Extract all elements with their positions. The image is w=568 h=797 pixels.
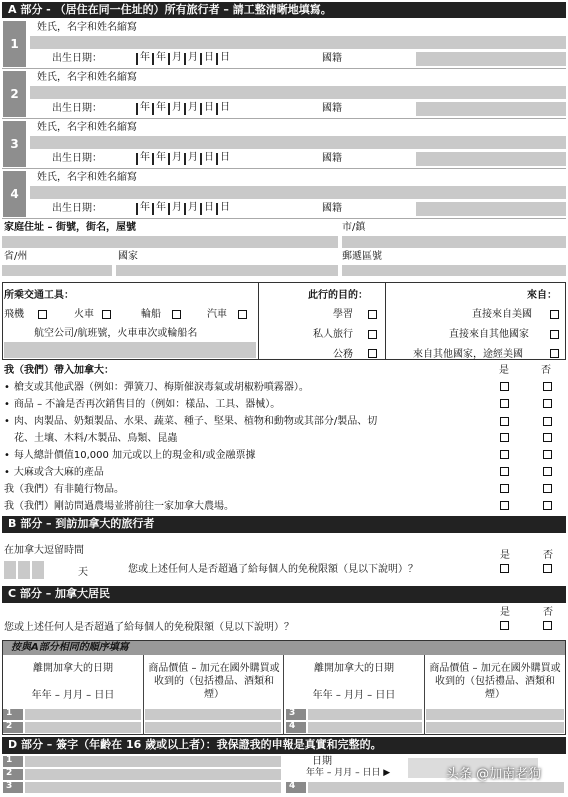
country-label: 國家 (118, 251, 138, 262)
postal-code-field[interactable] (342, 265, 566, 276)
traveler-divider (2, 118, 566, 119)
citizenship-field[interactable] (416, 152, 566, 166)
dob-cell[interactable]: 月 (184, 103, 198, 115)
stay-digit-3[interactable] (32, 561, 44, 579)
car-checkbox[interactable] (238, 310, 247, 319)
dob-cell[interactable]: 月 (168, 203, 182, 215)
d-signature-4[interactable] (308, 782, 564, 793)
from-other-checkbox[interactable] (550, 330, 559, 339)
item-farm: 我（我們）剛訪問過農場並將前往一家加拿大農場。 (4, 501, 234, 512)
citizenship-field[interactable] (416, 52, 566, 66)
food2-no-checkbox[interactable] (543, 433, 552, 442)
stay-digit-1[interactable] (4, 561, 16, 579)
section-b-header: B 部分 – 到訪加拿大的旅行者 (2, 516, 566, 533)
stay-length-label: 在加拿大逗留時間 (4, 545, 84, 556)
item-cannabis: • 大麻或含大麻的產品 (4, 468, 104, 478)
from-via-usa: 來自其他國家，途經美國 (413, 349, 523, 360)
home-address-field[interactable] (2, 236, 338, 248)
farm-yes-checkbox[interactable] (500, 501, 509, 510)
days-label: 天 (78, 567, 88, 578)
bringing-title: 我（我們）帶入加拿大： (4, 365, 114, 376)
d-date-format: 年年 – 月月 – 日日 ▶ (306, 768, 391, 778)
food-yes-checkbox[interactable] (500, 417, 509, 426)
c-row3-value-field[interactable] (426, 709, 564, 720)
citizenship-label: 國籍 (322, 203, 342, 214)
citizenship-label: 國籍 (322, 53, 342, 64)
personal-checkbox[interactable] (368, 330, 377, 339)
name-field[interactable] (30, 86, 566, 99)
name-field[interactable] (30, 36, 566, 49)
transport-option-car: 汽車 (207, 309, 227, 320)
purpose-personal: 私人旅行 (313, 329, 353, 340)
transport-option-train: 火車 (74, 309, 94, 320)
unaccompanied-yes-checkbox[interactable] (500, 484, 509, 493)
item-goods: • 商品 – 不論是否再次銷售目的（例如：樣品、工具、器械）。 (4, 400, 280, 410)
col-leave-date-2: 年年 – 月月 – 日日 (312, 690, 396, 701)
c-row1-value-field[interactable] (145, 709, 281, 720)
d-signature-2[interactable] (25, 769, 281, 780)
traveler-number: 3 (3, 121, 26, 167)
dob-cell[interactable]: 月 (168, 153, 182, 165)
from-via-usa-checkbox[interactable] (550, 349, 559, 358)
currency-yes-checkbox[interactable] (500, 450, 509, 459)
d-date-label: 日期 (312, 756, 332, 767)
purpose-business: 公務 (333, 349, 353, 360)
residents-table-title: 按與A部分相同的順序填寫 (3, 641, 565, 655)
traveler-number: 2 (3, 71, 26, 117)
dob-label: 出生日期： (52, 53, 102, 64)
dob-cell[interactable]: 月 (184, 53, 198, 65)
dob-cell[interactable]: 日 (216, 153, 230, 165)
cannabis-no-checkbox[interactable] (543, 467, 552, 476)
citizenship-field[interactable] (416, 202, 566, 216)
dob-cell[interactable]: 日 (200, 53, 214, 65)
b-no-checkbox[interactable] (543, 564, 552, 573)
no-header: 否 (541, 365, 551, 376)
traveler-divider (2, 168, 566, 169)
carrier-field[interactable] (4, 342, 256, 358)
section-d-header: D 部分 – 簽字（年齡在 16 歲或以上者）：我保證我的申報是真實和完整的。 (2, 737, 566, 754)
c-row3-leave-field[interactable] (308, 709, 422, 720)
city-field[interactable] (342, 236, 566, 248)
name-field[interactable] (30, 136, 566, 149)
dob-cell[interactable]: 月 (184, 153, 198, 165)
item-currency: • 每人總計價值10,000 加元或以上的現金和/或金融票據 (4, 451, 255, 461)
dob-cell[interactable]: 日 (200, 203, 214, 215)
c-row-num-3: 3 (286, 709, 306, 720)
currency-no-checkbox[interactable] (543, 450, 552, 459)
dob-cell[interactable]: 年 (152, 153, 166, 165)
carrier-label: 航空公司/航班號，火車車次或輪船名 (34, 328, 198, 339)
section-a-header: A 部分 - （居住在同一住址的）所有旅行者 – 請工整清晰地填寫。 (2, 2, 566, 18)
name-label: 姓氏，名字和姓名縮寫 (37, 22, 137, 33)
from-other: 直接來自其他國家 (449, 329, 529, 340)
c-exemption-question: 您或上述任何人是否超過了給每個人的免稅限額（見以下說明）？ (4, 622, 294, 633)
c-no-checkbox[interactable] (543, 621, 552, 630)
train-checkbox[interactable] (102, 310, 111, 319)
study-checkbox[interactable] (368, 310, 377, 319)
d-signature-1[interactable] (25, 756, 281, 767)
yes-header: 是 (499, 365, 509, 376)
food-no-checkbox[interactable] (543, 417, 552, 426)
purpose-study: 學習 (333, 309, 353, 320)
dob-cell[interactable]: 年 (152, 203, 166, 215)
dob-cell[interactable]: 日 (216, 53, 230, 65)
dob-label: 出生日期： (52, 103, 102, 114)
weapons-no-checkbox[interactable] (543, 382, 552, 391)
item-unaccompanied: 我（我們）有非隨行物品。 (4, 484, 124, 495)
d-row-num-4: 4 (286, 782, 306, 793)
b-yes-checkbox[interactable] (500, 564, 509, 573)
section-c-header: C 部分 – 加拿大居民 (2, 586, 566, 603)
citizenship-label: 國籍 (322, 153, 342, 164)
cannabis-yes-checkbox[interactable] (500, 467, 509, 476)
purpose-label: 此行的目的： (308, 290, 368, 301)
province-label: 省/州 (4, 251, 28, 262)
c-row4-value-field[interactable] (426, 722, 564, 733)
name-label: 姓氏，名字和姓名縮寫 (37, 72, 137, 83)
c-yes-label: 是 (500, 607, 510, 618)
stay-digit-2[interactable] (18, 561, 30, 579)
boat-checkbox[interactable] (172, 310, 181, 319)
home-address-label: 家庭住址 – 街號，街名，屋號 (4, 222, 136, 233)
country-field[interactable] (116, 265, 338, 276)
name-label: 姓氏，名字和姓名縮寫 (37, 172, 137, 183)
dob-cell[interactable]: 日 (200, 103, 214, 115)
c-no-label: 否 (543, 607, 553, 618)
dob-cell[interactable]: 月 (168, 103, 182, 115)
c-row2-value-field[interactable] (145, 722, 281, 733)
c-row-num-1: 1 (3, 709, 23, 720)
d-signature-3[interactable] (25, 782, 281, 793)
dob-cell[interactable]: 年 (136, 103, 150, 115)
goods-yes-checkbox[interactable] (500, 399, 509, 408)
dob-cell[interactable]: 年 (136, 203, 150, 215)
item-food-cont: 花、土壤、木料/木製品、鳥類、昆蟲 (14, 433, 178, 444)
col-leave-date-1: 年年 – 月月 – 日日 (31, 690, 115, 701)
c-row2-leave-field[interactable] (25, 722, 141, 733)
d-row-num-2: 2 (3, 769, 23, 780)
transport-option-plane: 飛機 (4, 309, 24, 320)
item-weapons: • 槍支或其他武器（例如：彈簧刀、梅斯催淚毒氣或胡椒粉噴霧器）。 (4, 383, 309, 393)
d-row-num-3: 3 (3, 782, 23, 793)
weapons-yes-checkbox[interactable] (500, 382, 509, 391)
name-label: 姓氏，名字和姓名縮寫 (37, 122, 137, 133)
col-value-1: 商品價值 – 加元在國外購買或收到的（包括禮品、酒類和煙） (148, 663, 280, 700)
item-food: • 肉、肉製品、奶類製品、水果、蔬菜、種子、堅果、植物和動物或其部分/製品、切 (4, 417, 377, 427)
col-value-2: 商品價值 – 加元在國外購買或收到的（包括禮品、酒類和煙） (429, 663, 561, 700)
c-row1-leave-field[interactable] (25, 709, 141, 720)
citizenship-field[interactable] (416, 102, 566, 116)
dob-cell[interactable]: 年 (152, 103, 166, 115)
citizenship-label: 國籍 (322, 103, 342, 114)
d-row-num-1: 1 (3, 756, 23, 767)
dob-cell[interactable]: 日 (216, 203, 230, 215)
dob-label: 出生日期： (52, 153, 102, 164)
dob-cell[interactable]: 月 (184, 203, 198, 215)
traveler-number: 4 (3, 171, 26, 217)
traveler-divider (2, 218, 566, 219)
transport-label: 所乘交通工具： (4, 290, 74, 301)
farm-no-checkbox[interactable] (543, 501, 552, 510)
b-exemption-question: 您或上述任何人是否超過了給每個人的免稅限額（見以下說明）？ (128, 564, 418, 575)
c-yes-checkbox[interactable] (500, 621, 509, 630)
dob-cell[interactable]: 日 (216, 103, 230, 115)
province-field[interactable] (2, 265, 112, 276)
from-label: 來自： (527, 290, 557, 301)
food2-yes-checkbox[interactable] (500, 433, 509, 442)
name-field[interactable] (30, 186, 566, 199)
plane-checkbox[interactable] (38, 310, 47, 319)
from-usa: 直接來自美國 (472, 309, 532, 320)
business-checkbox[interactable] (368, 349, 377, 358)
transport-option-boat: 輪船 (141, 309, 161, 320)
from-usa-checkbox[interactable] (550, 310, 559, 319)
c-row4-leave-field[interactable] (308, 722, 422, 733)
postal-code-label: 郵遞區號 (342, 251, 382, 262)
goods-no-checkbox[interactable] (543, 399, 552, 408)
col-leave-2: 離開加拿大的日期 (314, 663, 394, 674)
dob-cell[interactable]: 年 (152, 53, 166, 65)
dob-label: 出生日期： (52, 203, 102, 214)
traveler-divider (2, 68, 566, 69)
dob-cell[interactable]: 年 (136, 53, 150, 65)
b-yes-label: 是 (500, 550, 510, 561)
city-label: 市/鎮 (342, 222, 366, 233)
col-leave-1: 離開加拿大的日期 (33, 663, 113, 674)
c-row-num-4: 4 (286, 722, 306, 733)
watermark: 头条 @加南老狗 (446, 767, 542, 782)
dob-cell[interactable]: 年 (136, 153, 150, 165)
dob-cell[interactable]: 月 (168, 53, 182, 65)
c-row-num-2: 2 (3, 722, 23, 733)
traveler-number: 1 (3, 21, 26, 67)
unaccompanied-no-checkbox[interactable] (543, 484, 552, 493)
dob-cell[interactable]: 日 (200, 153, 214, 165)
b-no-label: 否 (543, 550, 553, 561)
